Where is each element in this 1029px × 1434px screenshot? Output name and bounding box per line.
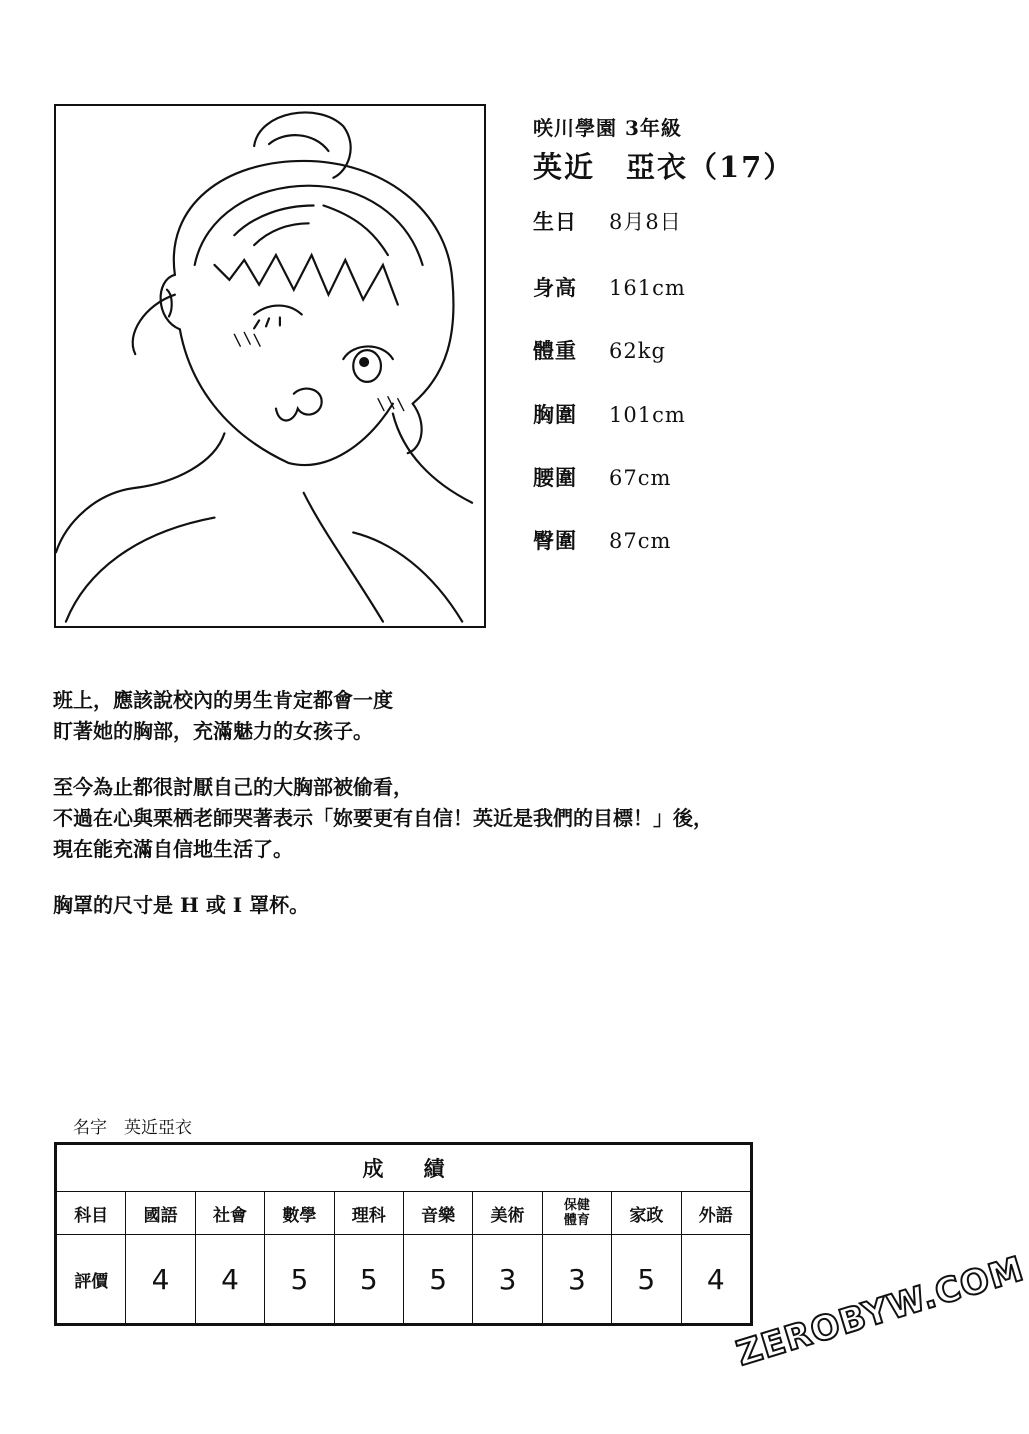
- description-line: 班上，應該說校內的男生肯定都會一度: [53, 688, 393, 712]
- description-line: 不過在心與栗栖老師哭著表示「妳要更有自信！英近是我們的目標！」後，: [53, 806, 713, 830]
- stat-waist: [533, 462, 671, 492]
- stat-height: [533, 272, 686, 302]
- description-paragraph: [53, 772, 933, 865]
- stat-bust: [533, 399, 686, 429]
- score-cell: 5: [334, 1235, 403, 1324]
- score-cell: 5: [265, 1235, 334, 1324]
- description-line: 現在能充滿自信地生活了。: [53, 837, 293, 861]
- score-header: 評價: [57, 1235, 126, 1324]
- subject-cell: 社會: [195, 1192, 264, 1235]
- description-line: 盯著她的胸部，充滿魅力的女孩子。: [53, 719, 373, 743]
- score-cell: 4: [126, 1235, 195, 1324]
- subject-label-wrapped: 保健體育: [563, 1198, 590, 1228]
- subject-cell: [542, 1192, 611, 1235]
- subject-cell: 數學: [265, 1192, 334, 1235]
- stat-label: 腰圍: [533, 465, 577, 490]
- profile-info: [533, 112, 953, 186]
- description-paragraph: [53, 890, 933, 921]
- stat-value: 62kg: [609, 339, 666, 363]
- scores-row: [57, 1235, 751, 1324]
- score-cell: 3: [473, 1235, 542, 1324]
- stat-label: 胸圍: [533, 402, 577, 427]
- stat-value: 8月8日: [609, 210, 682, 234]
- character-name: 英近 亞衣（17）: [533, 150, 795, 184]
- stat-label: 臀圍: [533, 528, 577, 553]
- subject-cell: 家政: [612, 1192, 681, 1235]
- stat-label: 體重: [533, 338, 577, 363]
- subject-cell: 國語: [126, 1192, 195, 1235]
- report-card-name: 名字 英近亞衣: [73, 1118, 192, 1138]
- school-grade: 咲川學園 3年級: [533, 116, 682, 140]
- description-line: 胸罩的尺寸是 H 或 I 罩杯。: [53, 893, 310, 917]
- character-description: [53, 685, 933, 946]
- watermark: ZEROBYW.COM: [732, 1248, 1029, 1375]
- stat-label: 生日: [533, 209, 577, 234]
- subject-header: 科目: [57, 1192, 126, 1235]
- description-paragraph: [53, 685, 933, 747]
- stat-hips: [533, 525, 671, 555]
- score-cell: 4: [195, 1235, 264, 1324]
- grades-title-row: [57, 1145, 751, 1192]
- character-portrait: [54, 104, 486, 628]
- stat-value: 87cm: [609, 529, 672, 553]
- report-card: [54, 1142, 753, 1326]
- stat-birthday: [533, 206, 682, 236]
- stat-value: 101cm: [609, 403, 686, 427]
- stat-label: 身高: [533, 275, 577, 300]
- grades-title: 成績: [57, 1145, 751, 1192]
- score-cell: 4: [681, 1235, 750, 1324]
- subjects-row: [57, 1192, 751, 1235]
- score-cell: 5: [403, 1235, 472, 1324]
- grades-table: [56, 1144, 751, 1324]
- score-cell: 3: [542, 1235, 611, 1324]
- subject-cell: 美術: [473, 1192, 542, 1235]
- stats-list: [533, 206, 953, 556]
- portrait-illustration: [56, 106, 484, 626]
- stat-weight: [533, 335, 666, 365]
- score-cell: 5: [612, 1235, 681, 1324]
- description-line: 至今為止都很討厭自己的大胸部被偷看，: [53, 775, 413, 799]
- stat-value: 161cm: [609, 276, 686, 300]
- subject-cell: 音樂: [403, 1192, 472, 1235]
- stat-value: 67cm: [609, 466, 672, 490]
- subject-cell: 外語: [681, 1192, 750, 1235]
- subject-cell: 理科: [334, 1192, 403, 1235]
